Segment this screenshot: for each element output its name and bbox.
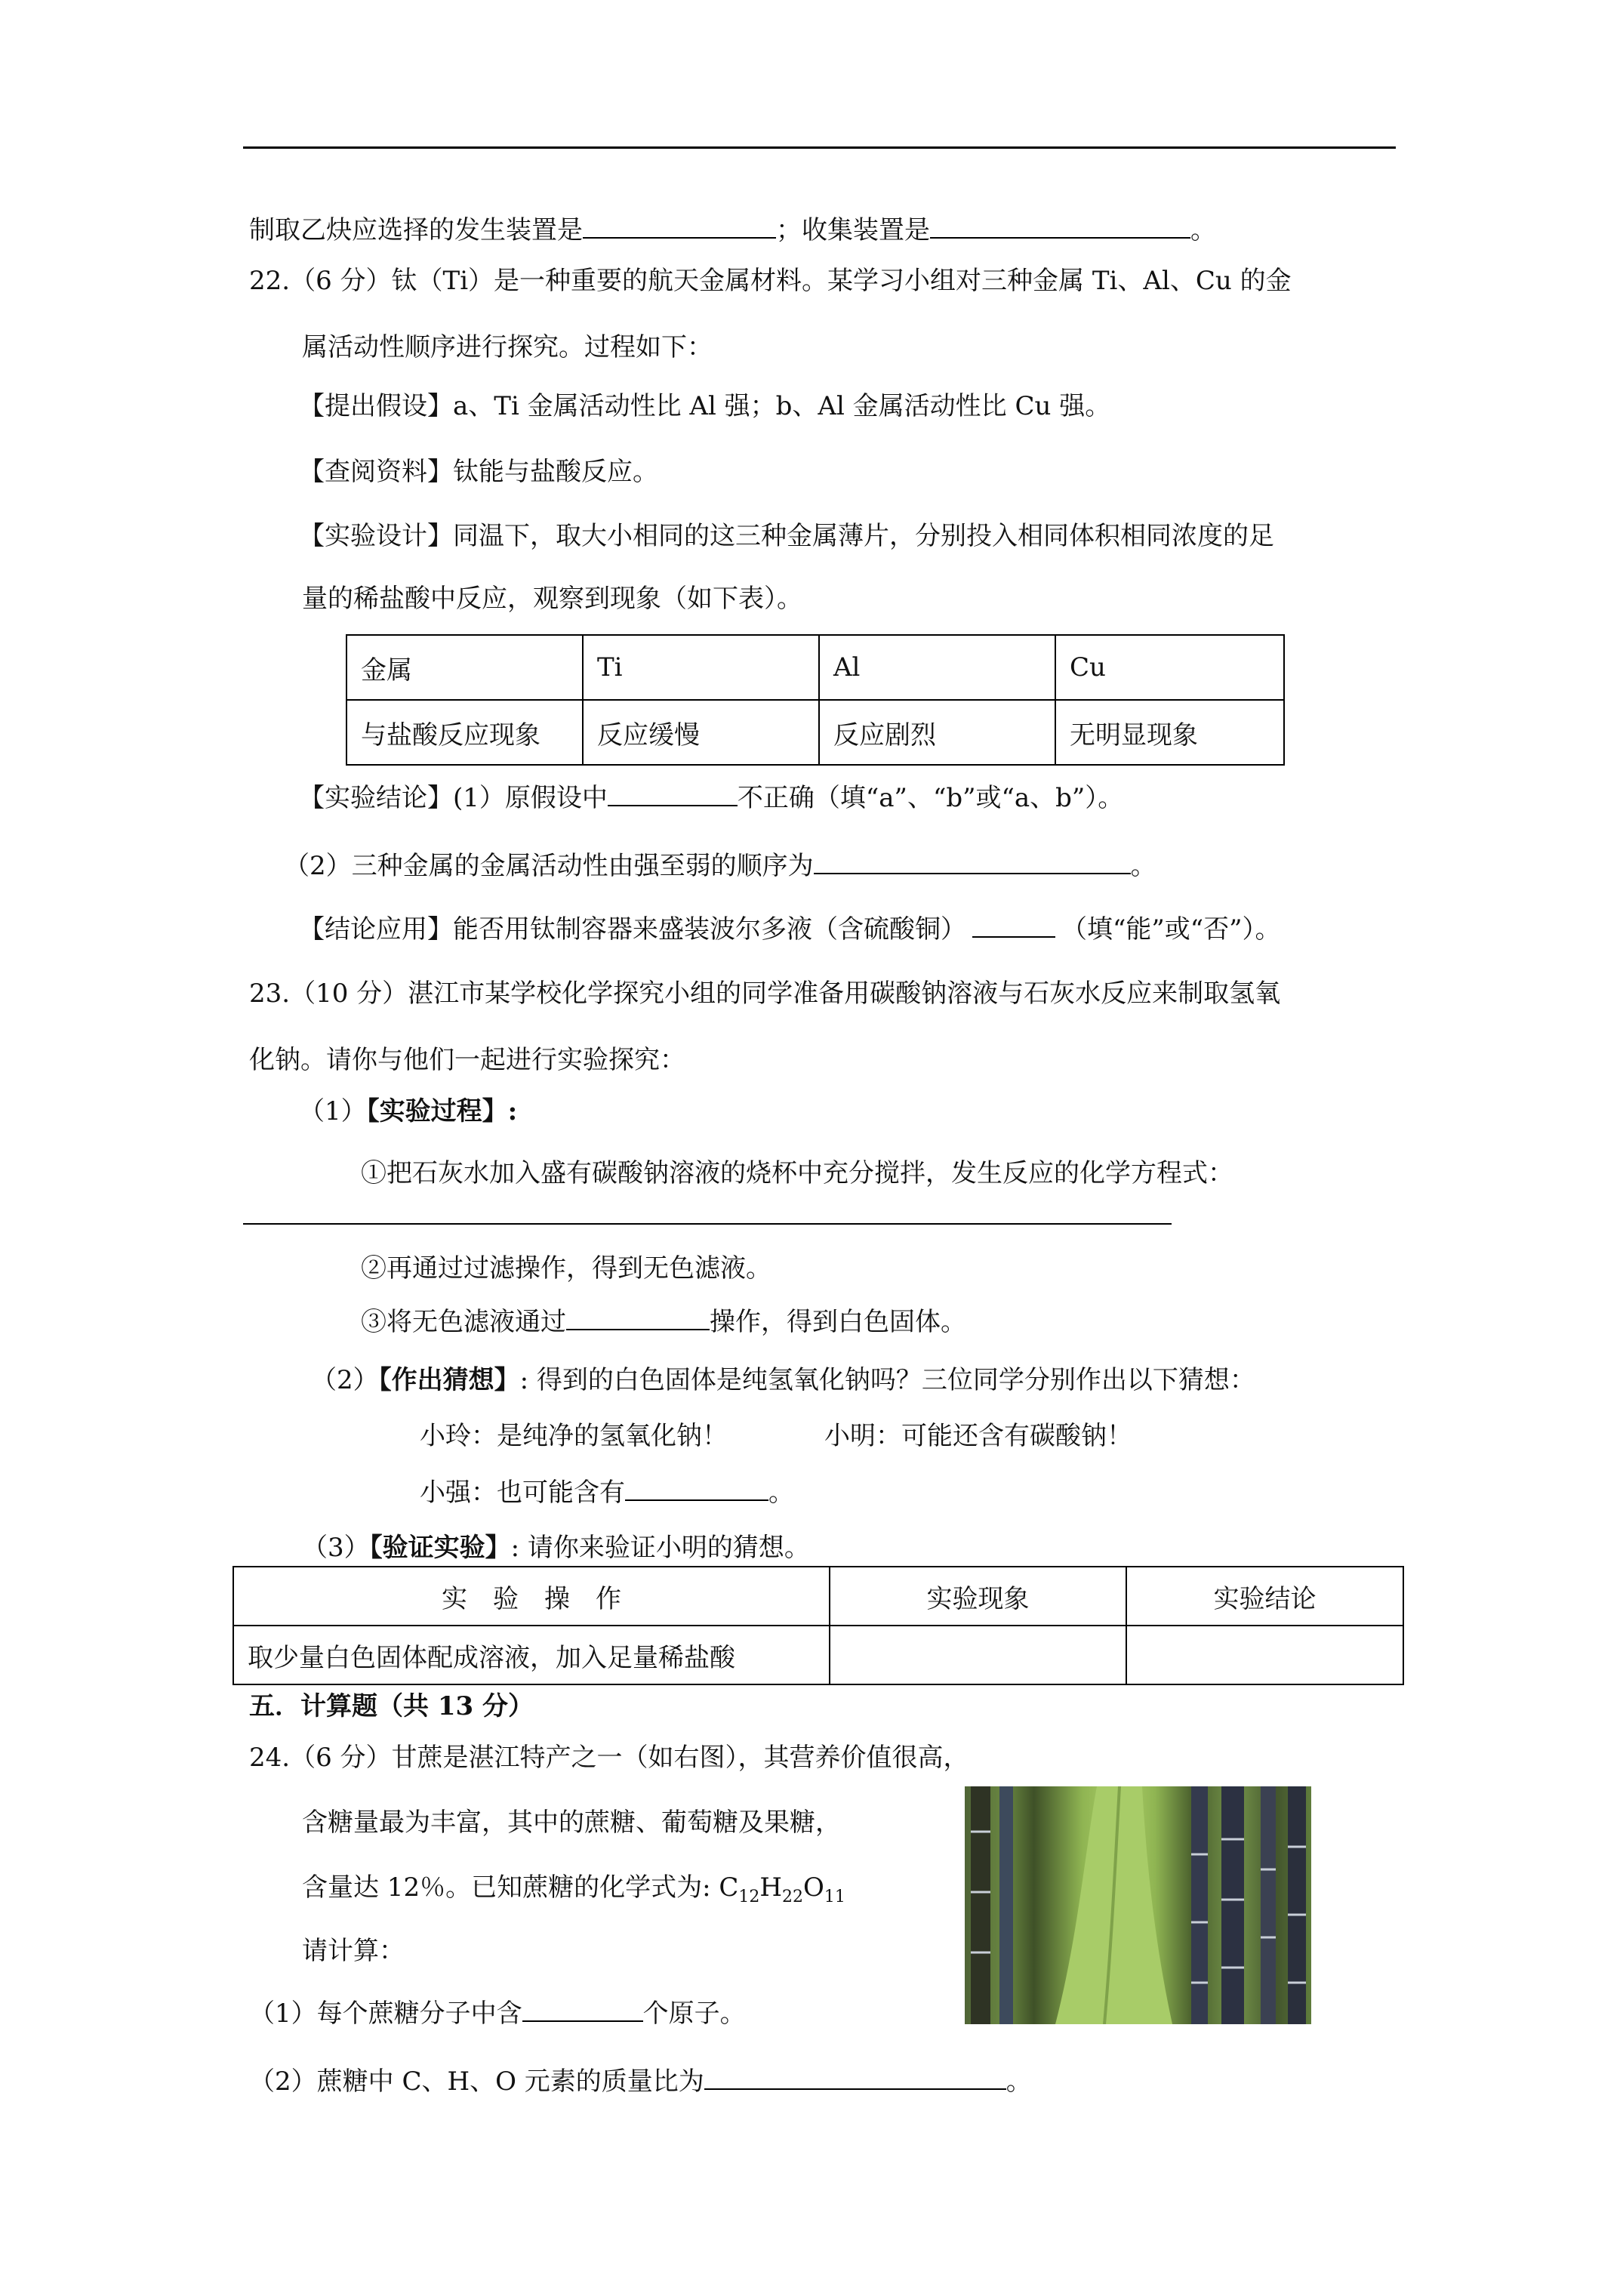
- answer-blank[interactable]: [625, 1477, 768, 1501]
- answer-blank[interactable]: [522, 1998, 643, 2022]
- question-text: 。: [1006, 2066, 1032, 2097]
- q23-step2: ②再通过过滤操作，得到无色滤液。: [361, 1253, 771, 1284]
- part-number: （1）: [299, 1096, 367, 1126]
- question-text: （2）蔗糖中 C、H、O 元素的质量比为: [249, 2066, 704, 2097]
- conclusion-text: （2）三种金属的金属活动性由强至弱的顺序为: [284, 851, 814, 881]
- q21-text: ；收集装置是: [776, 215, 930, 245]
- table-row: [346, 635, 1284, 700]
- q22-heading: 22.（6 分）钛（Ti）是一种重要的航天金属材料。某学习小组对三种金属 Ti、Al、Cu 的金: [249, 266, 1292, 296]
- table-cell: 金属: [346, 635, 583, 700]
- part-title: 【作出猜想】: [378, 1365, 520, 1395]
- question-text: （1）每个蔗糖分子中含: [249, 1999, 522, 2029]
- table-cell: 与盐酸反应现象: [346, 700, 583, 765]
- table-cell: Al: [819, 635, 1055, 700]
- table-cell-empty[interactable]: [830, 1626, 1126, 1684]
- table-cell: 无明显现象: [1055, 700, 1284, 765]
- part-title: 【实验过程】: [366, 1096, 508, 1126]
- q24-formula-line: [302, 1872, 845, 1906]
- q24-question-1: [249, 1998, 746, 2029]
- q23-verify-table: [233, 1566, 1404, 1685]
- table-cell: 反应剧烈: [819, 700, 1055, 765]
- question-text: 个原子。: [642, 1999, 746, 2029]
- q24-line: 含糖量最为丰富，其中的蔗糖、葡萄糖及果糖，: [302, 1808, 841, 1838]
- part-text: : 得到的白色固体是纯氢氧化钠吗？三位同学分别作出以下猜想：: [519, 1365, 1255, 1395]
- q22-application: [299, 914, 1281, 945]
- table-header: 实验现象: [830, 1567, 1126, 1626]
- q21-text: 制取乙炔应选择的发生装置是: [249, 215, 583, 245]
- formula-text: 含量达 12％。已知蔗糖的化学式为: C: [302, 1872, 739, 1903]
- q24-prompt: 请计算：: [302, 1936, 405, 1966]
- q23-step3: [361, 1306, 966, 1337]
- guess-text: 小强：也可能含有: [420, 1478, 625, 1508]
- table-row: [233, 1567, 1403, 1626]
- table-cell: Cu: [1055, 635, 1284, 700]
- q21-tail-line: [249, 214, 1216, 245]
- table-cell: Ti: [583, 635, 819, 700]
- q23-part2: [311, 1365, 1255, 1395]
- section-title: 五．计算题（共 13 分）: [249, 1691, 534, 1721]
- answer-blank[interactable]: [704, 2066, 1006, 2090]
- q22-heading-cont: 属活动性顺序进行探究。过程如下：: [302, 332, 713, 362]
- part-title: 【验证实验】: [369, 1533, 511, 1563]
- q23-part3: [302, 1533, 810, 1563]
- q22-hypothesis: 【提出假设】a、Ti 金属活动性比 Al 强；b、Al 金属活动性比 Cu 强。: [299, 391, 1111, 421]
- part-colon: :: [507, 1096, 518, 1126]
- q22-design-cont: 量的稀盐酸中反应，观察到现象（如下表）。: [302, 584, 802, 614]
- formula-subscript: 12: [738, 1888, 760, 1906]
- formula-text: O: [803, 1872, 824, 1903]
- table-cell-empty[interactable]: [1126, 1626, 1403, 1684]
- q23-part1: [299, 1096, 517, 1126]
- answer-blank[interactable]: [608, 782, 738, 806]
- step-text: ③将无色滤液通过: [361, 1307, 566, 1337]
- conclusion-text: 。: [1130, 851, 1156, 881]
- q22-conclusion-1: [299, 782, 1123, 813]
- guess-text: 。: [768, 1478, 794, 1508]
- answer-blank[interactable]: [566, 1306, 710, 1330]
- equation-answer-line[interactable]: [243, 1223, 1172, 1225]
- q23-step1: ①把石灰水加入盛有碳酸钠溶液的烧杯中充分搅拌，发生反应的化学方程式：: [361, 1158, 1233, 1188]
- q23-guess-3: [420, 1477, 794, 1508]
- table-row: [346, 700, 1284, 765]
- q24-heading: 24.（6 分）甘蔗是湛江特产之一（如右图），其营养价值很高，: [249, 1743, 969, 1773]
- table-cell: 取少量白色固体配成溶液，加入足量稀盐酸: [233, 1626, 830, 1684]
- formula-text: H: [759, 1872, 783, 1903]
- table-row: [233, 1626, 1403, 1684]
- q22-design: 【实验设计】同温下，取大小相同的这三种金属薄片，分别投入相同体积相同浓度的足: [299, 521, 1274, 551]
- q23-guess-1: 小玲：是纯净的氢氧化钠！: [420, 1421, 728, 1451]
- formula-subscript: 11: [824, 1888, 845, 1906]
- part-number: （3）: [302, 1533, 370, 1563]
- q22-metal-table: [346, 634, 1285, 766]
- q23-heading-cont: 化钠。请你与他们一起进行实验探究：: [249, 1045, 685, 1075]
- answer-blank[interactable]: [930, 214, 1190, 239]
- formula-subscript: 22: [782, 1888, 804, 1906]
- table-header: 实 验 操 作: [233, 1567, 830, 1626]
- sugarcane-photo: [965, 1786, 1311, 2024]
- header-rule: [243, 146, 1396, 149]
- table-header: 实验结论: [1126, 1567, 1403, 1626]
- part-text: : 请你来验证小明的猜想。: [510, 1533, 810, 1563]
- step-text: 操作，得到白色固体。: [710, 1307, 966, 1337]
- q22-reference: 【查阅资料】钛能与盐酸反应。: [299, 457, 658, 487]
- conclusion-text: 不正确（填“a”、“b”或“a、b”）。: [737, 783, 1124, 813]
- part-number: （2）: [311, 1365, 379, 1395]
- application-text: （填“能”或“否”）。: [1061, 914, 1281, 945]
- q23-guess-2: 小明：可能还含有碳酸钠！: [824, 1421, 1132, 1451]
- q23-heading: 23.（10 分）湛江市某学校化学探究小组的同学准备用碳酸钠溶液与石灰水反应来制取氢氧: [249, 978, 1281, 1009]
- application-text: 【结论应用】能否用钛制容器来盛装波尔多液（含硫酸铜）: [299, 914, 966, 945]
- q21-text: 。: [1190, 215, 1216, 245]
- answer-blank[interactable]: [814, 850, 1131, 874]
- answer-blank[interactable]: [583, 214, 776, 239]
- q24-question-2: [249, 2066, 1032, 2097]
- answer-blank[interactable]: [972, 914, 1055, 938]
- q22-conclusion-2: [284, 850, 1156, 881]
- conclusion-text: 【实验结论】(1）原假设中: [299, 783, 608, 813]
- table-cell: 反应缓慢: [583, 700, 819, 765]
- sugarcane-illustration: [965, 1786, 1311, 2024]
